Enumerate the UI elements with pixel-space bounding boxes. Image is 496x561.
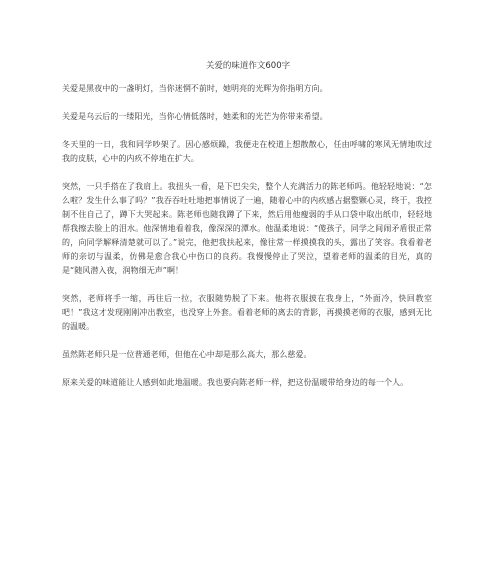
- paragraph-4: 突然，一只手搭在了我肩上。我扭头一看，是下巴尖尖，整个人充满活力的陈老师吗。他轻轻地说：“怎么啦？发生什么事了吗？”我吞吞吐吐地把事情说了一遍，随着心中的内疚感占据整颗心灵，终于，我控制不住自己了，蹲下大哭起来。陈老师也随我蹲了下来，然后用他瘦弱的手从口袋中取出纸巾，轻轻地帮我擦去脸上的泪水。他深情地看着我，像深深的潭水。他温柔地说：“傻孩子，同学之间闹矛盾很正常的，向同学解释清楚就可以了。”说完，他把我扶起来，像往常一样摸摸我的头，露出了笑容。我看着老师的亲切与温柔，仿佛是愈合我心中伤口的良药。我慢慢停止了哭泣，望着老师的温柔的目光，真的是“随风潜入夜，润物细无声”啊！: [62, 182, 432, 275]
- paragraph-2: 关爱是乌云后的一缕阳光，当你心情低落时，她柔和的光芒为你带来希望。: [62, 112, 328, 121]
- paragraph-5: 突然，老师将手一缩，再往后一拉，衣服随势脱了下来。他将衣服披在我身上，“外面冷，快回教室吧！”我这才发现刚刚冲出教室，也没穿上外套。看着老师的离去的背影，再摸摸老师的衣服，感到无比的温暖。: [62, 294, 432, 331]
- document-body: [62, 82, 432, 404]
- paragraph-6: 虽然陈老师只是一位普通老师，但他在心中却是那么高大，那么慈爱。: [62, 350, 312, 359]
- document-title: 关爱的味道作文600字: [205, 61, 291, 71]
- paragraph-7: 原来关爱的味道能让人感到如此地温暖。我也要向陈老师一样，把这份温暖带给身边的每一个人。: [62, 378, 409, 387]
- paragraph-3: 冬天里的一日，我和同学吵架了。因心感烦躁，我便走在校道上想散散心，任由呼啸的寒风无情地吹过我的皮肤，心中的内疚不停地在扩大。: [62, 140, 432, 163]
- paragraph-1: 关爱是黑夜中的一盏明灯，当你迷惘不前时，她明亮的光辉为你指明方向。: [62, 84, 328, 93]
